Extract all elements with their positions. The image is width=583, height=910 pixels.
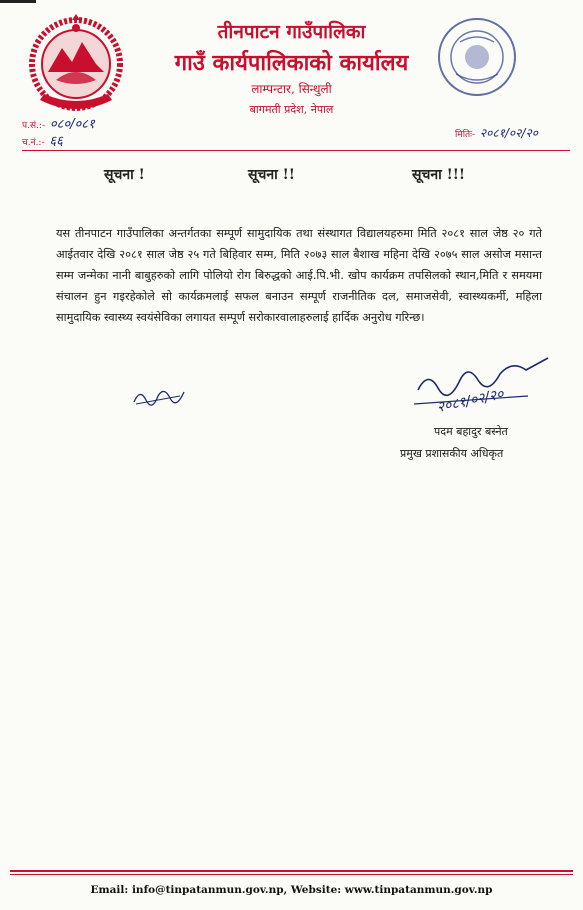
date-row	[455, 124, 538, 141]
patra-sankhya-label: प.सं.:-	[22, 121, 45, 131]
officer-name: पदम बहादुर बस्नेत	[434, 425, 508, 438]
chalani-number-label: च.नं.:-	[22, 138, 45, 148]
chalani-number-row	[22, 134, 95, 151]
office-province: बागमती प्रदेश, नेपाल	[249, 103, 334, 116]
initial-signature	[130, 382, 190, 408]
notice-body: यस तीनपाटन गाउँपालिका अन्तर्गतका सम्पूर्ण सामुदायिक तथा संस्थागत विद्यालयहरुमा मिति २०८१ साल जेष्ठ २० गते आईतवार देखि २०८१ साल जेष्ठ २५ गते बिहिवार सम्म, मिति २०७३ साल बैशाख महिना देखि २०७५ साल असोज मसान्त सम्म जन्मेका नानी बाबुहरुको लागि पोलियो रोग बिरुद्धको आई.पि.भी. खोप कार्यक्रम तपसिलको स्थान,मिति र समयमा संचालन हुन गइरहेकोले सो कार्यक्रमलाई सफल बनाउन सम्पूर्ण राजनीतिक दल, समाजसेवी, स्वास्थ्यकर्मी, महिला सामुदायिक स्वास्थ्य स्वयंसेविका लगायत सम्पूर्ण सरोकारवालाहरुलाई हार्दिक अनुरोध गरिन्छ।	[56, 227, 542, 324]
notice-heading-2: सूचना !!	[248, 167, 295, 183]
footer-contact: Email: info@tinpatanmun.gov.np, Website: www.tinpatanmun.gov.np	[90, 884, 493, 896]
office-address: लाम्पन्टार, सिन्धुली	[251, 82, 332, 96]
notice-heading-1: सूचना !	[104, 167, 145, 183]
corner-mark	[0, 0, 36, 3]
office-seal-stamp	[436, 16, 518, 98]
signature-date: २०८१/०२/२०	[435, 386, 506, 416]
officer-title: प्रमुख प्रशासकीय अधिकृत	[400, 447, 504, 460]
officer-signature	[408, 350, 556, 420]
footer-divider-thin	[10, 874, 573, 875]
date-label: मितिः-	[455, 130, 476, 140]
footer-divider	[10, 870, 573, 872]
office-name: गाउँ कार्यपालिकाको कार्यालय	[174, 50, 409, 76]
header-divider	[22, 150, 570, 151]
municipality-name: तीनपाटन गाउँपालिका	[217, 21, 366, 43]
patra-sankhya-value: ०८०/०८१	[49, 117, 95, 132]
notice-heading-3: सूचना !!!	[412, 167, 466, 183]
patra-sankhya-row	[22, 117, 95, 134]
date-value: २०८१/०२/२०	[479, 126, 538, 140]
chalani-number-value: ६६	[49, 134, 63, 149]
reference-block	[22, 117, 95, 151]
